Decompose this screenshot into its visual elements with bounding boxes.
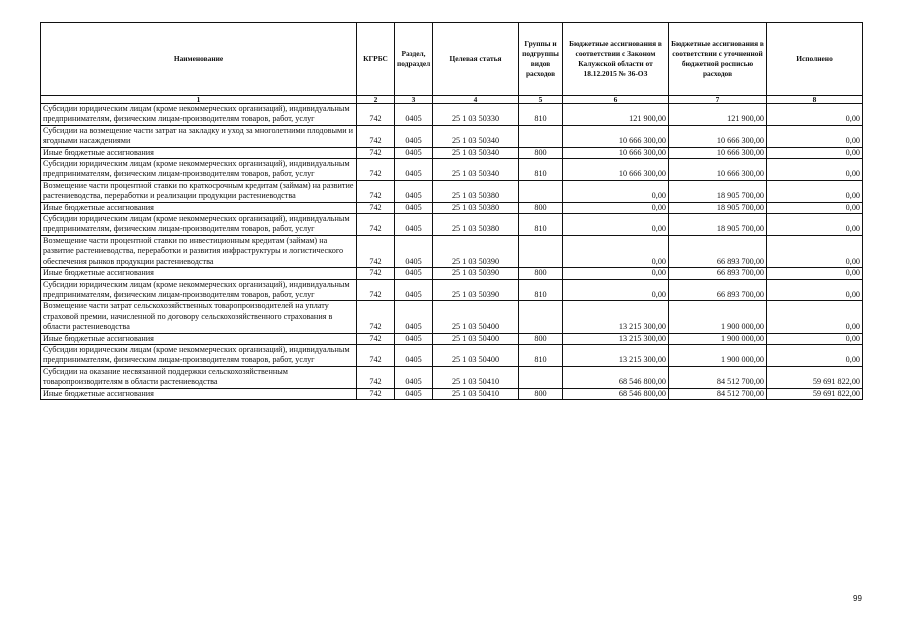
row-section-cell: 0405 — [395, 333, 433, 344]
row-revised-amount-cell: 84 512 700,00 — [669, 366, 767, 388]
row-expense-type-cell — [519, 125, 563, 147]
row-expense-type-cell — [519, 180, 563, 202]
row-target-cell: 25 1 03 50340 — [433, 159, 519, 181]
row-revised-amount-cell: 121 900,00 — [669, 104, 767, 126]
row-kgrbs-cell: 742 — [357, 214, 395, 236]
row-kgrbs-cell: 742 — [357, 147, 395, 158]
row-kgrbs-cell: 742 — [357, 125, 395, 147]
header-name: Наименование — [41, 23, 357, 96]
row-kgrbs-cell: 742 — [357, 388, 395, 399]
row-law-amount-cell: 0,00 — [563, 279, 669, 301]
column-number: 3 — [395, 96, 433, 104]
row-executed-amount-cell: 59 691 822,00 — [767, 388, 863, 399]
row-revised-amount-cell: 66 893 700,00 — [669, 279, 767, 301]
table-row — [41, 214, 863, 236]
row-section-cell: 0405 — [395, 366, 433, 388]
row-kgrbs-cell: 742 — [357, 279, 395, 301]
row-law-amount-cell: 0,00 — [563, 180, 669, 202]
column-number: 5 — [519, 96, 563, 104]
row-target-cell: 25 1 03 50400 — [433, 333, 519, 344]
row-section-cell: 0405 — [395, 147, 433, 158]
header-law-allocations: Бюджетные ассигнования в соответствии с Законом Калужской области от 18.12.2015 № 36-ОЗ — [563, 23, 669, 96]
table-row — [41, 333, 863, 344]
table-row — [41, 202, 863, 213]
header-expense-groups: Группы и подгруппы видов расходов — [519, 23, 563, 96]
table-row — [41, 159, 863, 181]
row-target-cell: 25 1 03 50400 — [433, 301, 519, 333]
row-executed-amount-cell: 0,00 — [767, 301, 863, 333]
table-row — [41, 279, 863, 301]
row-law-amount-cell: 0,00 — [563, 202, 669, 213]
row-section-cell: 0405 — [395, 344, 433, 366]
row-name-cell: Субсидии на возмещение части затрат на закладку и уход за многолетними плодовыми и ягодными насаждениями — [41, 125, 357, 147]
row-kgrbs-cell: 742 — [357, 268, 395, 279]
row-revised-amount-cell: 10 666 300,00 — [669, 147, 767, 158]
row-law-amount-cell: 13 215 300,00 — [563, 333, 669, 344]
row-section-cell: 0405 — [395, 214, 433, 236]
header-executed: Исполнено — [767, 23, 863, 96]
table-row — [41, 388, 863, 399]
row-expense-type-cell: 810 — [519, 159, 563, 181]
row-expense-type-cell — [519, 301, 563, 333]
row-name-cell: Иные бюджетные ассигнования — [41, 147, 357, 158]
row-executed-amount-cell: 0,00 — [767, 202, 863, 213]
row-law-amount-cell: 10 666 300,00 — [563, 159, 669, 181]
row-target-cell: 25 1 03 50340 — [433, 125, 519, 147]
page-number: 99 — [853, 594, 862, 603]
row-name-cell: Иные бюджетные ассигнования — [41, 333, 357, 344]
row-name-cell: Иные бюджетные ассигнования — [41, 202, 357, 213]
row-section-cell: 0405 — [395, 301, 433, 333]
row-executed-amount-cell: 0,00 — [767, 104, 863, 126]
row-name-cell: Возмещение части процентной ставки по краткосрочным кредитам (займам) на развитие растениеводства, переработки и реализации продукции растениеводства — [41, 180, 357, 202]
row-target-cell: 25 1 03 50380 — [433, 180, 519, 202]
table-row — [41, 147, 863, 158]
row-revised-amount-cell: 18 905 700,00 — [669, 202, 767, 213]
row-executed-amount-cell: 0,00 — [767, 125, 863, 147]
row-executed-amount-cell: 59 691 822,00 — [767, 366, 863, 388]
row-executed-amount-cell: 0,00 — [767, 333, 863, 344]
row-executed-amount-cell: 0,00 — [767, 235, 863, 267]
row-revised-amount-cell: 1 900 000,00 — [669, 344, 767, 366]
row-revised-amount-cell: 18 905 700,00 — [669, 214, 767, 236]
row-name-cell: Субсидии юридическим лицам (кроме некоммерческих организаций), индивидуальным предпринимателям, физическим лицам-производителям товаров, работ, услуг — [41, 159, 357, 181]
row-target-cell: 25 1 03 50340 — [433, 147, 519, 158]
row-expense-type-cell: 800 — [519, 333, 563, 344]
row-law-amount-cell: 13 215 300,00 — [563, 344, 669, 366]
row-expense-type-cell: 800 — [519, 268, 563, 279]
row-revised-amount-cell: 66 893 700,00 — [669, 235, 767, 267]
row-target-cell: 25 1 03 50390 — [433, 235, 519, 267]
row-law-amount-cell: 0,00 — [563, 235, 669, 267]
header-revised-allocations: Бюджетные ассигнования в соответствии с уточненной бюджетной росписью расходов — [669, 23, 767, 96]
table-row — [41, 125, 863, 147]
header-row — [41, 23, 863, 96]
row-revised-amount-cell: 84 512 700,00 — [669, 388, 767, 399]
table-row — [41, 235, 863, 267]
row-section-cell: 0405 — [395, 202, 433, 213]
column-number-row — [41, 96, 863, 104]
table-row — [41, 104, 863, 126]
header-target-article: Целевая статья — [433, 23, 519, 96]
row-target-cell: 25 1 03 50380 — [433, 214, 519, 236]
column-number: 1 — [41, 96, 357, 104]
row-law-amount-cell: 13 215 300,00 — [563, 301, 669, 333]
row-executed-amount-cell: 0,00 — [767, 214, 863, 236]
row-name-cell: Субсидии юридическим лицам (кроме некоммерческих организаций), индивидуальным предпринимателям, физическим лицам-производителям товаров, работ, услуг — [41, 104, 357, 126]
row-executed-amount-cell: 0,00 — [767, 159, 863, 181]
column-number: 7 — [669, 96, 767, 104]
row-executed-amount-cell: 0,00 — [767, 344, 863, 366]
row-expense-type-cell: 810 — [519, 279, 563, 301]
row-target-cell: 25 1 03 50410 — [433, 388, 519, 399]
budget-execution-table — [40, 22, 863, 400]
row-section-cell: 0405 — [395, 279, 433, 301]
row-kgrbs-cell: 742 — [357, 333, 395, 344]
row-executed-amount-cell: 0,00 — [767, 279, 863, 301]
row-section-cell: 0405 — [395, 104, 433, 126]
row-kgrbs-cell: 742 — [357, 235, 395, 267]
row-kgrbs-cell: 742 — [357, 344, 395, 366]
row-target-cell: 25 1 03 50390 — [433, 268, 519, 279]
table-row — [41, 268, 863, 279]
row-target-cell: 25 1 03 50400 — [433, 344, 519, 366]
row-revised-amount-cell: 1 900 000,00 — [669, 301, 767, 333]
row-executed-amount-cell: 0,00 — [767, 180, 863, 202]
table-row — [41, 301, 863, 333]
row-section-cell: 0405 — [395, 388, 433, 399]
row-expense-type-cell: 810 — [519, 344, 563, 366]
row-expense-type-cell: 810 — [519, 104, 563, 126]
row-law-amount-cell: 10 666 300,00 — [563, 125, 669, 147]
row-target-cell: 25 1 03 50390 — [433, 279, 519, 301]
row-name-cell: Субсидии юридическим лицам (кроме некоммерческих организаций), индивидуальным предпринимателям, физическим лицам-производителям товаров, работ, услуг — [41, 214, 357, 236]
row-expense-type-cell: 810 — [519, 214, 563, 236]
row-law-amount-cell: 68 546 800,00 — [563, 388, 669, 399]
row-name-cell: Иные бюджетные ассигнования — [41, 268, 357, 279]
row-section-cell: 0405 — [395, 159, 433, 181]
row-target-cell: 25 1 03 50380 — [433, 202, 519, 213]
column-number: 6 — [563, 96, 669, 104]
row-executed-amount-cell: 0,00 — [767, 268, 863, 279]
row-law-amount-cell: 0,00 — [563, 268, 669, 279]
row-name-cell: Иные бюджетные ассигнования — [41, 388, 357, 399]
row-name-cell: Субсидии юридическим лицам (кроме некоммерческих организаций), индивидуальным предпринимателям, физическим лицам-производителям товаров, работ, услуг — [41, 344, 357, 366]
row-law-amount-cell: 10 666 300,00 — [563, 147, 669, 158]
header-section: Раздел, подраздел — [395, 23, 433, 96]
row-name-cell: Возмещение части затрат сельскохозяйственных товаропроизводителей на уплату страховой премии, начисленной по договору сельскохозяйственного страхования в области растениеводства — [41, 301, 357, 333]
row-kgrbs-cell: 742 — [357, 104, 395, 126]
row-revised-amount-cell: 66 893 700,00 — [669, 268, 767, 279]
row-kgrbs-cell: 742 — [357, 301, 395, 333]
row-expense-type-cell: 800 — [519, 202, 563, 213]
row-expense-type-cell: 800 — [519, 388, 563, 399]
row-expense-type-cell: 800 — [519, 147, 563, 158]
row-revised-amount-cell: 18 905 700,00 — [669, 180, 767, 202]
row-expense-type-cell — [519, 366, 563, 388]
row-target-cell: 25 1 03 50330 — [433, 104, 519, 126]
table-row — [41, 180, 863, 202]
row-section-cell: 0405 — [395, 125, 433, 147]
row-law-amount-cell: 0,00 — [563, 214, 669, 236]
row-law-amount-cell: 121 900,00 — [563, 104, 669, 126]
row-revised-amount-cell: 10 666 300,00 — [669, 125, 767, 147]
column-number: 4 — [433, 96, 519, 104]
header-kgrbs: КГРБС — [357, 23, 395, 96]
column-number: 2 — [357, 96, 395, 104]
row-section-cell: 0405 — [395, 235, 433, 267]
row-name-cell: Возмещение части процентной ставки по инвестиционным кредитам (займам) на развитие растениеводства, переработки и развития инфраструктуры и логистического обеспечения рынков продукции растениеводства — [41, 235, 357, 267]
row-kgrbs-cell: 742 — [357, 159, 395, 181]
table-row — [41, 344, 863, 366]
row-kgrbs-cell: 742 — [357, 202, 395, 213]
row-kgrbs-cell: 742 — [357, 180, 395, 202]
row-section-cell: 0405 — [395, 268, 433, 279]
table-row — [41, 366, 863, 388]
row-law-amount-cell: 68 546 800,00 — [563, 366, 669, 388]
row-target-cell: 25 1 03 50410 — [433, 366, 519, 388]
row-revised-amount-cell: 1 900 000,00 — [669, 333, 767, 344]
row-section-cell: 0405 — [395, 180, 433, 202]
row-name-cell: Субсидии на оказание несвязанной поддержки сельскохозяйственным товаропроизводителям в области растениеводства — [41, 366, 357, 388]
row-kgrbs-cell: 742 — [357, 366, 395, 388]
row-executed-amount-cell: 0,00 — [767, 147, 863, 158]
row-expense-type-cell — [519, 235, 563, 267]
row-name-cell: Субсидии юридическим лицам (кроме некоммерческих организаций), индивидуальным предпринимателям, физическим лицам-производителям товаров, работ, услуг — [41, 279, 357, 301]
column-number: 8 — [767, 96, 863, 104]
row-revised-amount-cell: 10 666 300,00 — [669, 159, 767, 181]
